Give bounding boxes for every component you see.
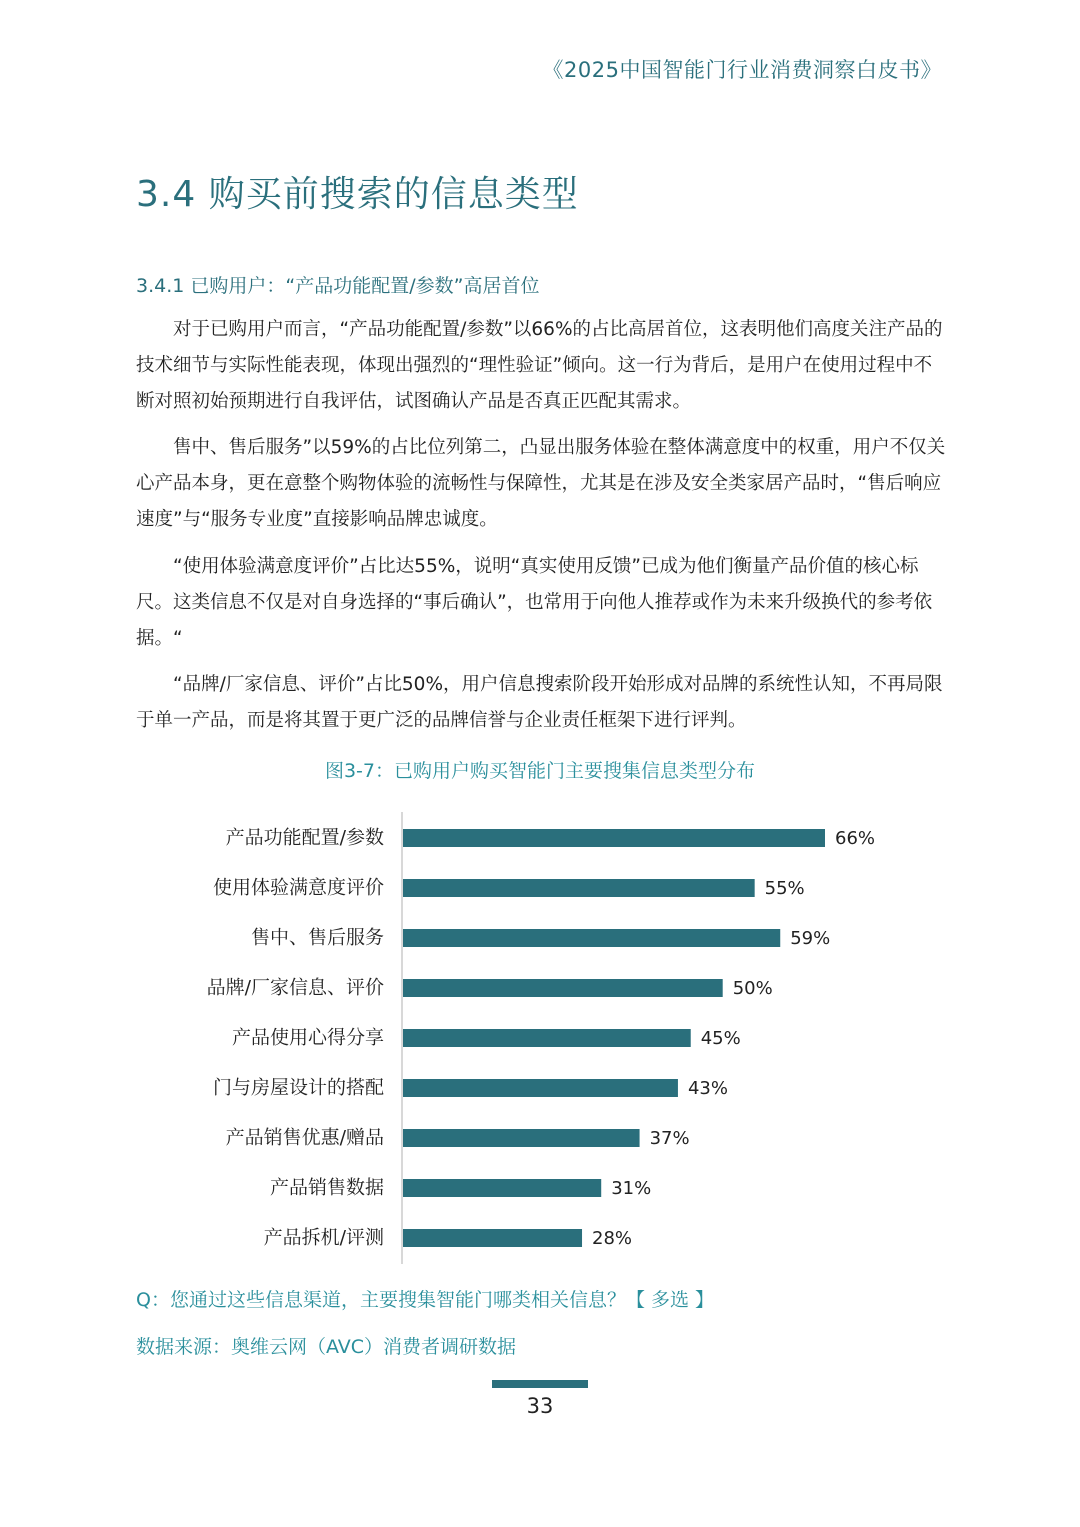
section-title: 3.4 购买前搜索的信息类型 [136,174,579,215]
paragraph-2: 售中、售后服务”以59%的占比位列第二，凸显出服务体验在整体满意度中的权重，用户不仅关心产品本身，更在意整个购物体验的流畅性与保障性，尤其是在涉及安全类家居产品时，“售后响应速度”与“服务专业度”直接影响品牌忠诚度。 [136,437,946,530]
subsection-title: 3.4.1 已购用户：“产品功能配置/参数”高居首位 [136,275,540,297]
value-label: 50% [732,978,773,999]
bar [403,879,755,897]
category-label: 门与房屋设计的搭配 [212,1076,384,1099]
value-label: 55% [764,878,805,899]
category-label: 产品销售数据 [269,1176,384,1199]
value-label: 43% [687,1078,728,1099]
data-source: 数据来源：奥维云网（AVC）消费者调研数据 [136,1336,517,1358]
bar [403,929,780,947]
value-label: 37% [649,1128,690,1149]
page-number-bar [492,1380,588,1388]
paragraph-3: “使用体验满意度评价”占比达55%，说明“真实使用反馈”已成为他们衡量产品价值的核心标尺。这类信息不仅是对自身选择的“事后确认”，也常用于向他人推荐或作为未来升级换代的参考依据。“ [136,556,933,649]
figure-caption: 图3-7：已购用户购买智能门主要搜集信息类型分布 [324,760,756,782]
category-label: 产品使用心得分享 [231,1026,384,1049]
value-label: 45% [700,1028,741,1049]
horizontal-bar-chart [0,812,1080,1272]
survey-question: Q：您通过这些信息渠道，主要搜集智能门哪类相关信息？【 多选 】 [136,1289,715,1311]
document-header-title: 《2025中国智能门行业消费洞察白皮书》 [542,58,942,82]
page-number: 33 [526,1394,554,1418]
value-label: 31% [611,1178,652,1199]
bar [403,1229,582,1247]
value-label: 66% [835,828,876,849]
paragraph-1: 对于已购用户而言，“产品功能配置/参数”以66%的占比高居首位，这表明他们高度关注产品的技术细节与实际性能表现，体现出强烈的“理性验证”倾向。这一行为背后，是用户在使用过程中不断对照初始预期进行自我评估，试图确认产品是否真正匹配其需求。 [136,319,943,412]
value-label: 28% [592,1228,633,1249]
bar [403,1129,640,1147]
category-label: 售中、售后服务 [250,926,384,949]
bar [403,829,825,847]
category-label: 产品功能配置/参数 [225,826,384,849]
value-label: 59% [790,928,831,949]
category-label: 品牌/厂家信息、评价 [206,976,384,999]
bar [403,979,723,997]
bar [403,1029,691,1047]
category-label: 产品拆机/评测 [263,1226,384,1249]
category-label: 使用体验满意度评价 [212,876,384,899]
paragraph-4: “品牌/厂家信息、评价”占比50%，用户信息搜索阶段开始形成对品牌的系统性认知，不再局限于单一产品，而是将其置于更广泛的品牌信誉与企业责任框架下进行评判。 [136,674,943,731]
bar [403,1179,601,1197]
category-label: 产品销售优惠/赠品 [225,1126,384,1149]
bar [403,1079,678,1097]
